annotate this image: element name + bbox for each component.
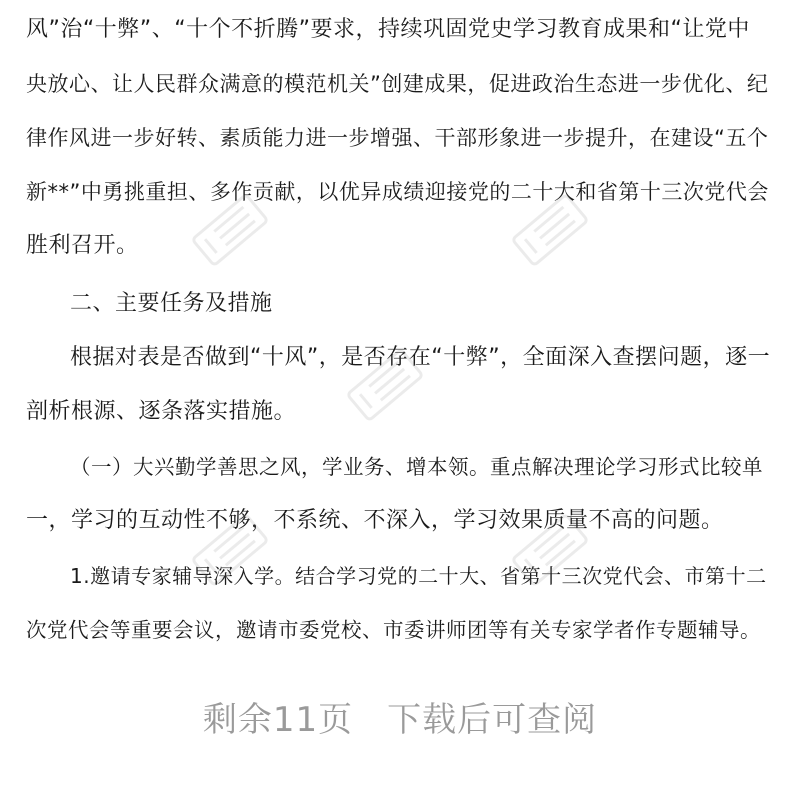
text-line: 央放心、让人民群众满意的模范机关”创建成果，促进政治生态进一步优化、纪 — [26, 72, 769, 96]
paragraph-subsection-one — [26, 440, 774, 548]
text-line: 律作风进一步好转、素质能力进一步增强、干部形象进一步提升，在建设“五个 — [26, 126, 769, 150]
paragraph-intro — [26, 331, 774, 439]
text-line: （一）大兴勤学善思之风，学业务、增本领。重点解决理论学习形式比较单 — [70, 455, 763, 479]
remaining-pages-notice[interactable] — [0, 692, 800, 741]
text-line: 根据对表是否做到“十风”，是否存在“十弊”，全面深入查摆问题，逐一 — [70, 345, 771, 370]
paragraph-item-one — [26, 549, 774, 657]
text-line: 风”治“十弊”、“十个不折腾”要求，持续巩固党史学习教育成果和“让党中 — [26, 17, 750, 42]
remaining-pages-label: 剩余11页 — [202, 700, 354, 740]
text-line: 次党代会等重要会议，邀请市委党校、市委讲师团等有关专家学者作专题辅导。 — [26, 618, 761, 642]
section-heading — [26, 277, 774, 331]
heading-text: 二、主要任务及措施 — [70, 291, 273, 316]
text-line: 剖析根源、逐条落实措施。 — [26, 399, 297, 424]
text-line: 胜利召开。 — [26, 233, 139, 258]
download-hint-label: 下载后可查阅 — [387, 700, 598, 740]
text-line: 新**”中勇挑重担、多作贡献，以优异成绩迎接党的二十大和省第十三次党代会 — [26, 180, 769, 204]
text-line: 1.邀请专家辅导深入学。结合学习党的二十大、省第十三次党代会、市第十二 — [70, 564, 767, 588]
text-line: 一，学习的互动性不够，不系统、不深入，学习效果质量不高的问题。 — [26, 508, 724, 533]
paragraph-goals — [26, 3, 774, 273]
